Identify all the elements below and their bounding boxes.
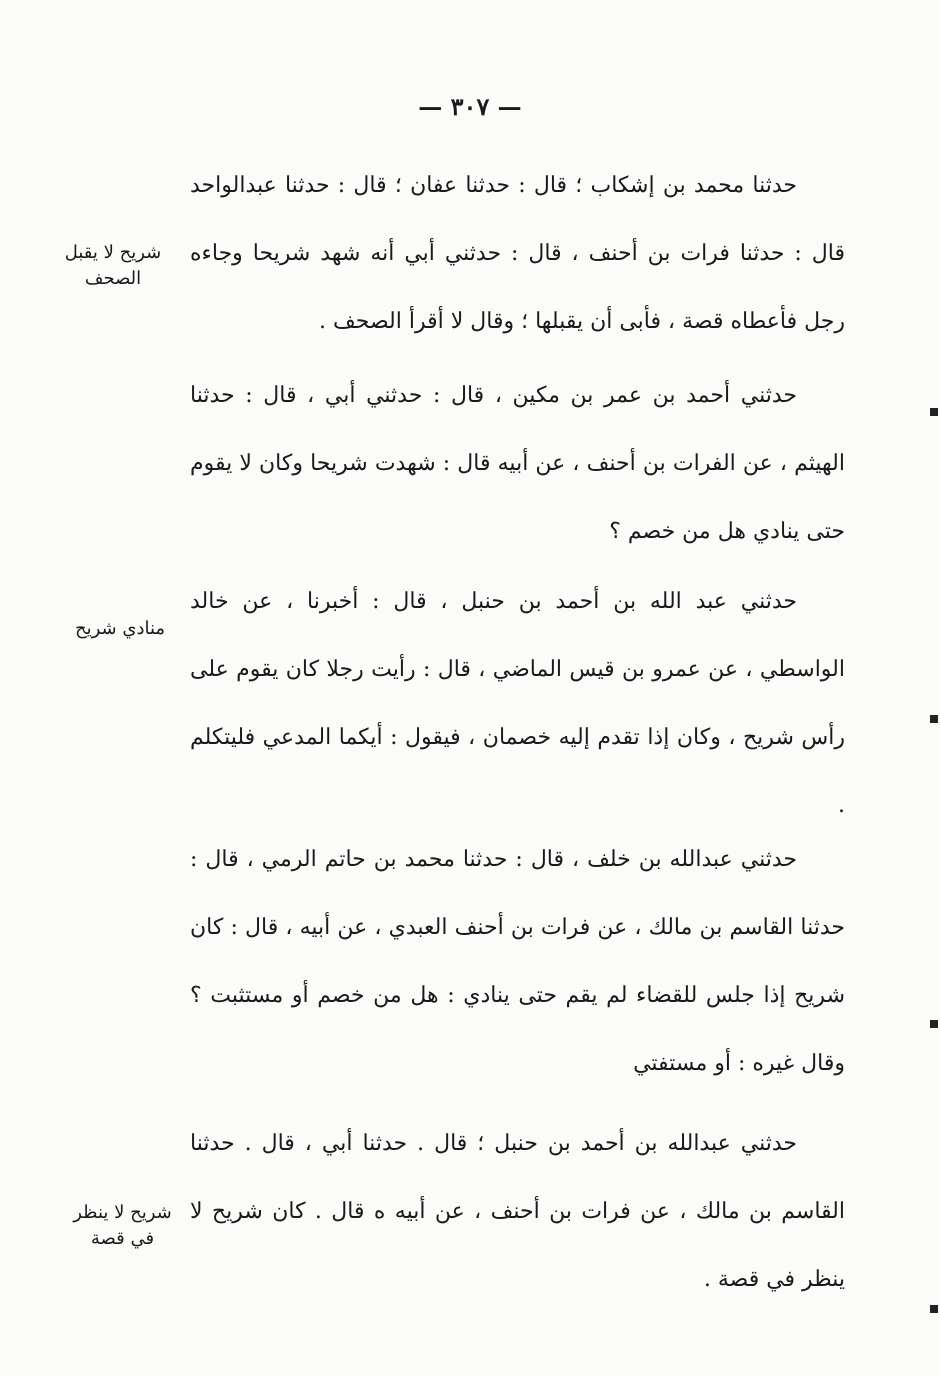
paragraph-3: حدثني عبد الله بن أحمد بن حنبل ، قال : أخبرنا ، عن خالد الواسطي ، عن عمرو بن قيس الماضي ، قال : رأيت رجلا كان يقوم على رأس شريح ، وكان إذا تقدم إليه خصمان ، فيقول : أيكما المدعي فليتكلم .: [190, 589, 845, 818]
paragraph-5: حدثني عبدالله بن أحمد بن حنبل ؛ قال . حدثنا أبي ، قال . حدثنا القاسم بن مالك ، عن فرات بن أحنف ، عن أبيه ه قال . كان شريح لا ينظر في قصة .: [190, 1131, 845, 1292]
page-number: — ٣٠٧ —: [418, 92, 522, 121]
margin-note-2: منادي شريح: [74, 618, 166, 639]
scan-mark: [930, 408, 938, 416]
scan-mark: [930, 1305, 938, 1313]
paragraph-4: حدثني عبدالله بن خلف ، قال : حدثنا محمد بن حاتم الرمي ، قال : حدثنا القاسم بن مالك ، عن فرات بن أحنف العبدي ، عن أبيه ، قال : كان شريح إذا جلس للقضاء لم يقم حتى ينادي : هل من خصم أو مستثبت ؟ وقال غيره : أو مستفتي: [190, 847, 845, 1076]
scan-mark: [930, 715, 938, 723]
margin-note-3: شريح لا ينظر في قصة: [73, 1202, 172, 1249]
paragraph-1: حدثنا محمد بن إشكاب ؛ قال : حدثنا عفان ؛ قال : حدثنا عبدالواحد قال : حدثنا فرات بن أحنف ، قال : حدثني أبي أنه شهد شريحا وجاءه رجل فأعطاه قصة ، فأبى أن يقبلها ؛ وقال لا أقرأ الصحف .: [190, 173, 845, 334]
scan-mark: [930, 1020, 938, 1028]
margin-note-1: شريح لا يقبل الصحف: [64, 242, 162, 289]
paragraph-2: حدثني أحمد بن عمر بن مكين ، قال : حدثني أبي ، قال : حدثنا الهيثم ، عن الفرات بن أحنف ، عن أبيه قال : شهدت شريحا وكان لا يقوم حتى ينادي هل من خصم ؟: [190, 383, 845, 544]
